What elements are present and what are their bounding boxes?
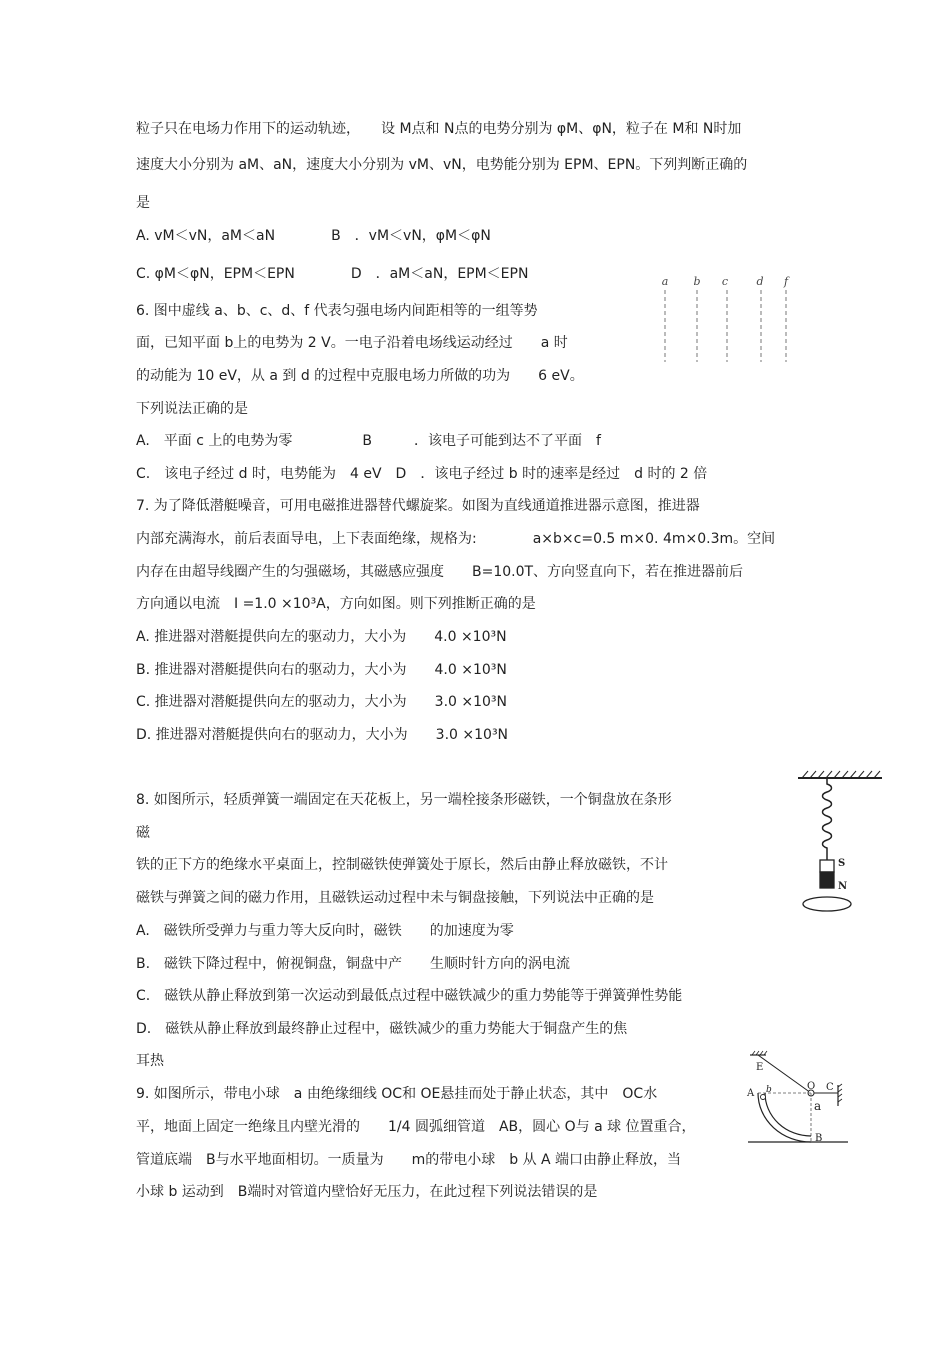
- label-b: b: [693, 275, 701, 288]
- text-line: 是: [136, 195, 150, 211]
- label-o: O: [807, 1081, 816, 1092]
- option-line: D. 磁铁从静止释放到最终静止过程中，磁铁减少的重力势能大于铜盘产生的焦: [136, 1021, 628, 1037]
- option-line: C. 该电子经过 d 时，电势能为 4 eV D ．该电子经过 b 时的速率是经过 d 时的 2 倍: [136, 466, 708, 482]
- text-line: 平，地面上固定一绝缘且内壁光滑的 1/4 圆弧细管道 AB，圆心 O与 a 球 位置重合，: [136, 1119, 696, 1135]
- text-line: 耳热: [136, 1053, 164, 1069]
- option-line: A. 平面 c 上的电势为零 B ．该电子可能到达不了平面 f: [136, 433, 601, 449]
- bar-magnet: [820, 860, 834, 888]
- magnet-s-label: S: [838, 858, 846, 869]
- spring-magnet-figure: [790, 768, 890, 918]
- option-line: A. vM＜vN，aM＜aN B ．vM＜vN，φM＜φN: [136, 228, 491, 244]
- option-line: C. 推进器对潜艇提供向左的驱动力，大小为 3.0 ×10³N: [136, 694, 508, 710]
- question-8-title: 8. 如图所示，轻质弹簧一端固定在天花板上，另一端栓接条形磁铁，一个铜盘放在条形: [136, 792, 672, 808]
- tube-inner: [765, 1093, 811, 1136]
- option-line: A. 磁铁所受弹力与重力等大反向时，磁铁 的加速度为零: [136, 923, 514, 939]
- label-d: d: [756, 275, 764, 288]
- equipotential-figure: [652, 270, 802, 370]
- text-line: 磁: [136, 825, 150, 841]
- text-line: 面，已知平面 b上的电势为 2 V。一电子沿着电场线运动经过 a 时: [136, 335, 568, 351]
- ceiling: [798, 771, 882, 778]
- spring: [823, 778, 832, 860]
- option-line: C. 磁铁从静止释放到第一次运动到最低点过程中磁铁减少的重力势能等于弹簧弹性势能: [136, 988, 683, 1004]
- text-line: 内存在由超导线圈产生的匀强磁场，其磁感应强度 B=10.0T、方向竖直向下，若在推进器前后: [136, 564, 744, 580]
- question-9-title: 9. 如图所示，带电小球 a 由绝缘细线 OC和 OE悬挂而处于静止状态，其中 OC水: [136, 1086, 658, 1102]
- text-line: 粒子只在电场力作用下的运动轨迹， 设 M点和 N点的电势分别为 φM、φN，粒子在 M和 N时加: [136, 121, 742, 137]
- label-f: f: [783, 275, 789, 288]
- text-line: 内部充满海水，前后表面导电，上下表面绝缘，规格为: a×b×c=0.5 m×0. 4m×0.3m。空间: [136, 531, 776, 547]
- circular-tube-figure: [744, 1050, 854, 1150]
- text-line: 铁的正下方的绝缘水平桌面上，控制磁铁使弹簧处于原长，然后由静止释放磁铁，不计: [136, 857, 668, 873]
- text-line: 的动能为 10 eV，从 a 到 d 的过程中克服电场力所做的功为 6 eV。: [136, 368, 584, 384]
- option-line: D. 推进器对潜艇提供向右的驱动力，大小为 3.0 ×10³N: [136, 727, 509, 743]
- option-line: A. 推进器对潜艇提供向左的驱动力，大小为 4.0 ×10³N: [136, 629, 507, 645]
- magnet-n-label: N: [838, 881, 848, 892]
- ball-b: [761, 1095, 766, 1100]
- label-a-ball: a: [814, 1099, 822, 1113]
- text-line: 方向通以电流 I =1.0 ×10³A，方向如图。则下列推断正确的是: [136, 596, 536, 612]
- label-b-ball: b: [766, 1085, 772, 1095]
- option-line: B. 磁铁下降过程中，俯视铜盘，铜盘中产 生顺时针方向的涡电流: [136, 956, 571, 972]
- question-7-title: 7. 为了降低潜艇噪音，可用电磁推进器替代螺旋桨。如图为直线通道推进器示意图，推进器: [136, 498, 700, 514]
- copper-disk: [803, 897, 851, 911]
- text-line: 管道底端 B与水平地面相切。一质量为 m的带电小球 b 从 A 端口由静止释放，当: [136, 1152, 682, 1168]
- text-line: 小球 b 运动到 B端时对管道内壁恰好无压力，在此过程下列说法错误的是: [136, 1184, 598, 1200]
- text-line: 下列说法正确的是: [136, 401, 248, 417]
- label-a: a: [661, 275, 669, 288]
- label-b-end: B: [815, 1133, 823, 1144]
- label-c: C: [826, 1082, 834, 1093]
- option-line: B. 推进器对潜艇提供向右的驱动力，大小为 4.0 ×10³N: [136, 662, 507, 678]
- label-a-port: A: [747, 1088, 755, 1099]
- option-line: C. φM＜φN，EPM＜EPN D ．aM＜aN，EPM＜EPN: [136, 266, 529, 282]
- text-line: 速度大小分别为 aM、aN，速度大小分别为 vM、vN，电势能分别为 EPM、EPN。下列判断正确的: [136, 157, 748, 173]
- label-c: c: [721, 275, 729, 288]
- label-e: E: [756, 1062, 764, 1073]
- question-6-title: 6. 图中虚线 a、b、c、d、f 代表匀强电场内间距相等的一组等势: [136, 303, 538, 319]
- text-line: 磁铁与弹簧之间的磁力作用，且磁铁运动过程中未与铜盘接触，下列说法中正确的是: [136, 890, 654, 906]
